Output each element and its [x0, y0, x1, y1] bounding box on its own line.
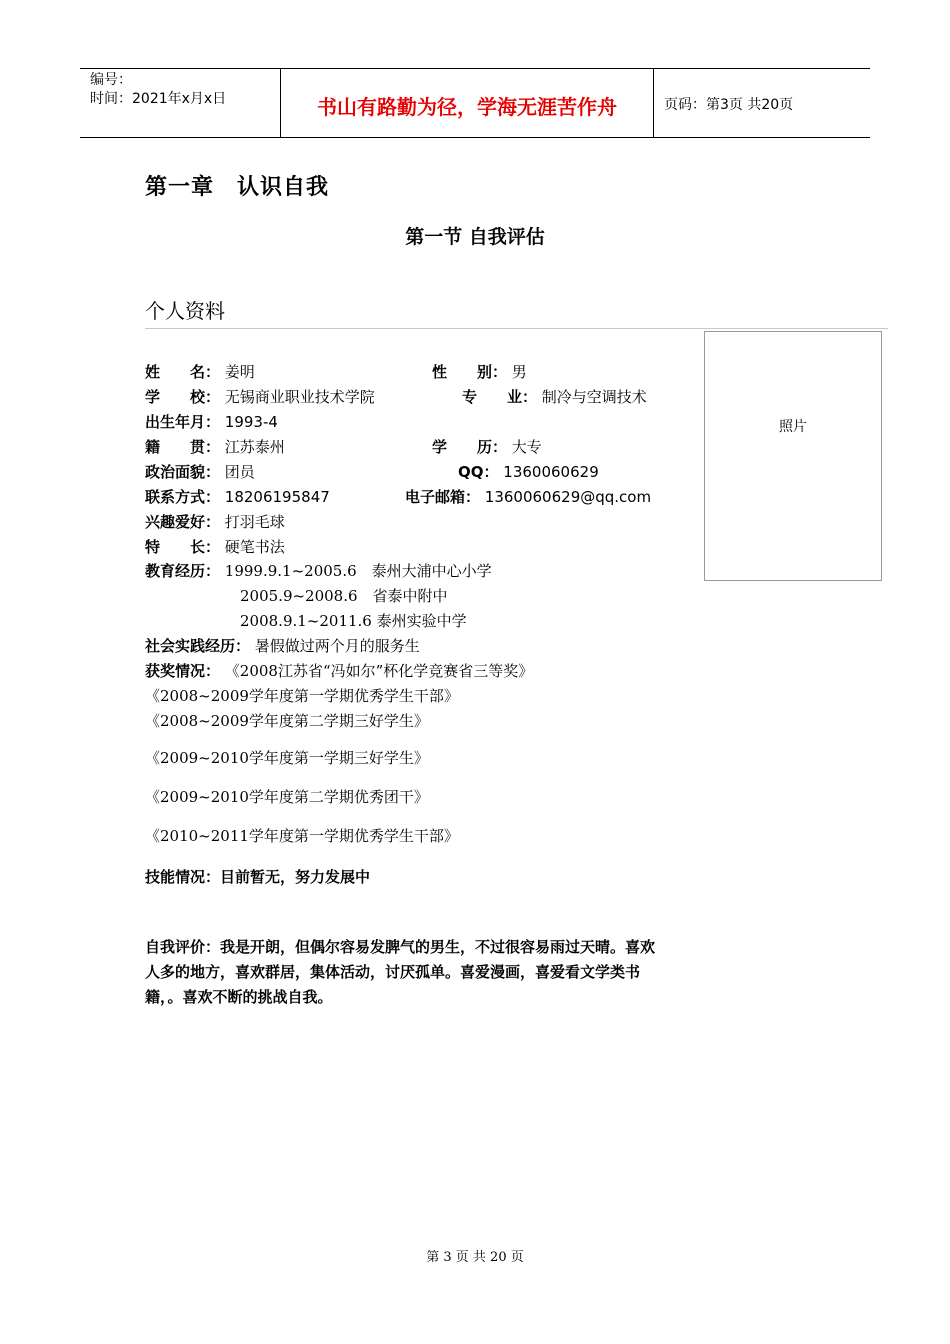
specialty-row — [145, 537, 285, 557]
hobby-value: 打羽毛球 — [224, 513, 285, 531]
hobby-label: 兴趣爱好： — [145, 513, 221, 531]
self-eval-line: 自我评价：我是开朗，但偶尔容易发脾气的男生，不过很容易雨过天晴。喜欢 — [145, 938, 656, 956]
school-value: 无锡商业职业技术学院 — [224, 388, 375, 406]
name-value: 姜明 — [224, 363, 255, 381]
native-value: 江苏泰州 — [224, 438, 285, 456]
school-label: 学 校： — [145, 388, 221, 406]
photo-label: 照片 — [779, 419, 807, 435]
email-row — [405, 487, 651, 507]
awards-row — [145, 661, 533, 681]
qq-label: QQ： — [458, 463, 499, 481]
header-motto: 书山有路勤为径，学海无涯苦作舟 — [317, 95, 617, 119]
birth-value: 1993-4 — [224, 413, 278, 431]
header-divider — [653, 69, 654, 137]
political-label: 政治面貌： — [145, 463, 221, 481]
practice-row — [145, 636, 420, 656]
chapter-title: 第一章 认识自我 — [145, 175, 330, 200]
section-title: 第一节 自我评估 — [405, 226, 545, 248]
education-item: 1999.9.1~2005.6 泰州大浦中心小学 — [224, 562, 492, 580]
award-item: 《2009~2010学年度第一学期三好学生》 — [145, 749, 429, 767]
email-label: 电子邮箱： — [405, 488, 481, 506]
header-meta — [90, 71, 226, 109]
contact-label: 联系方式： — [145, 488, 221, 506]
education-item: 2005.9~2008.6 省泰中附中 — [240, 587, 448, 605]
qq-value: 1360060629 — [503, 463, 599, 481]
specialty-label: 特 长： — [145, 538, 221, 556]
skills-text: 技能情况：目前暂无，努力发展中 — [145, 868, 371, 886]
school-row — [145, 387, 375, 407]
award-item: 《2009~2010学年度第二学期优秀团干》 — [145, 788, 429, 806]
specialty-value: 硬笔书法 — [224, 538, 285, 556]
political-value: 团员 — [224, 463, 255, 481]
award-item: 《2010~2011学年度第一学期优秀学生干部》 — [145, 827, 459, 845]
gender-row — [432, 362, 527, 382]
birth-label: 出生年月： — [145, 413, 221, 431]
name-label: 姓 名： — [145, 363, 221, 381]
header-page-info: 页码：第3页 共20页 — [664, 97, 794, 113]
native-row — [145, 437, 285, 457]
education-row — [145, 561, 492, 581]
award-item: 《2008~2009学年度第二学期三好学生》 — [145, 712, 429, 730]
political-row — [145, 462, 255, 482]
heading-rule — [145, 328, 888, 329]
header-divider — [280, 69, 281, 137]
major-label: 专 业： — [462, 388, 538, 406]
profile-heading: 个人资料 — [145, 299, 225, 323]
self-evaluation — [145, 935, 655, 1010]
name-row — [145, 362, 255, 382]
document-header — [80, 68, 870, 138]
practice-label: 社会实践经历： — [145, 637, 251, 655]
email-value: 1360060629@qq.com — [484, 488, 652, 506]
page-footer: 第 3 页 共 20 页 — [426, 1250, 524, 1265]
award-item: 《2008~2009学年度第一学期优秀学生干部》 — [145, 687, 459, 705]
major-value: 制冷与空调技术 — [541, 388, 647, 406]
hobby-row — [145, 512, 285, 532]
degree-row — [432, 437, 542, 457]
contact-row — [145, 487, 330, 507]
native-label: 籍 贯： — [145, 438, 221, 456]
practice-value: 暑假做过两个月的服务生 — [254, 637, 420, 655]
major-row — [462, 387, 647, 407]
birth-row — [145, 412, 278, 432]
header-time: 时间：2021年x月x日 — [90, 91, 227, 107]
education-label: 教育经历： — [145, 562, 221, 580]
education-item: 2008.9.1~2011.6 泰州实验中学 — [240, 612, 467, 630]
header-number: 编号： — [90, 72, 132, 88]
award-item: 《2008江苏省“冯如尔”杯化学竞赛省三等奖》 — [224, 662, 534, 680]
degree-label: 学 历： — [432, 438, 508, 456]
contact-value: 18206195847 — [224, 488, 330, 506]
gender-value: 男 — [511, 363, 527, 381]
awards-label: 获奖情况： — [145, 662, 221, 680]
gender-label: 性 别： — [432, 363, 508, 381]
photo-placeholder — [704, 331, 882, 581]
qq-row — [458, 462, 599, 482]
self-eval-line: 人多的地方，喜欢群居，集体活动，讨厌孤单。喜爱漫画，喜爱看文学类书 — [145, 963, 641, 981]
degree-value: 大专 — [511, 438, 542, 456]
self-eval-line: 籍，。喜欢不断的挑战自我。 — [145, 988, 333, 1006]
